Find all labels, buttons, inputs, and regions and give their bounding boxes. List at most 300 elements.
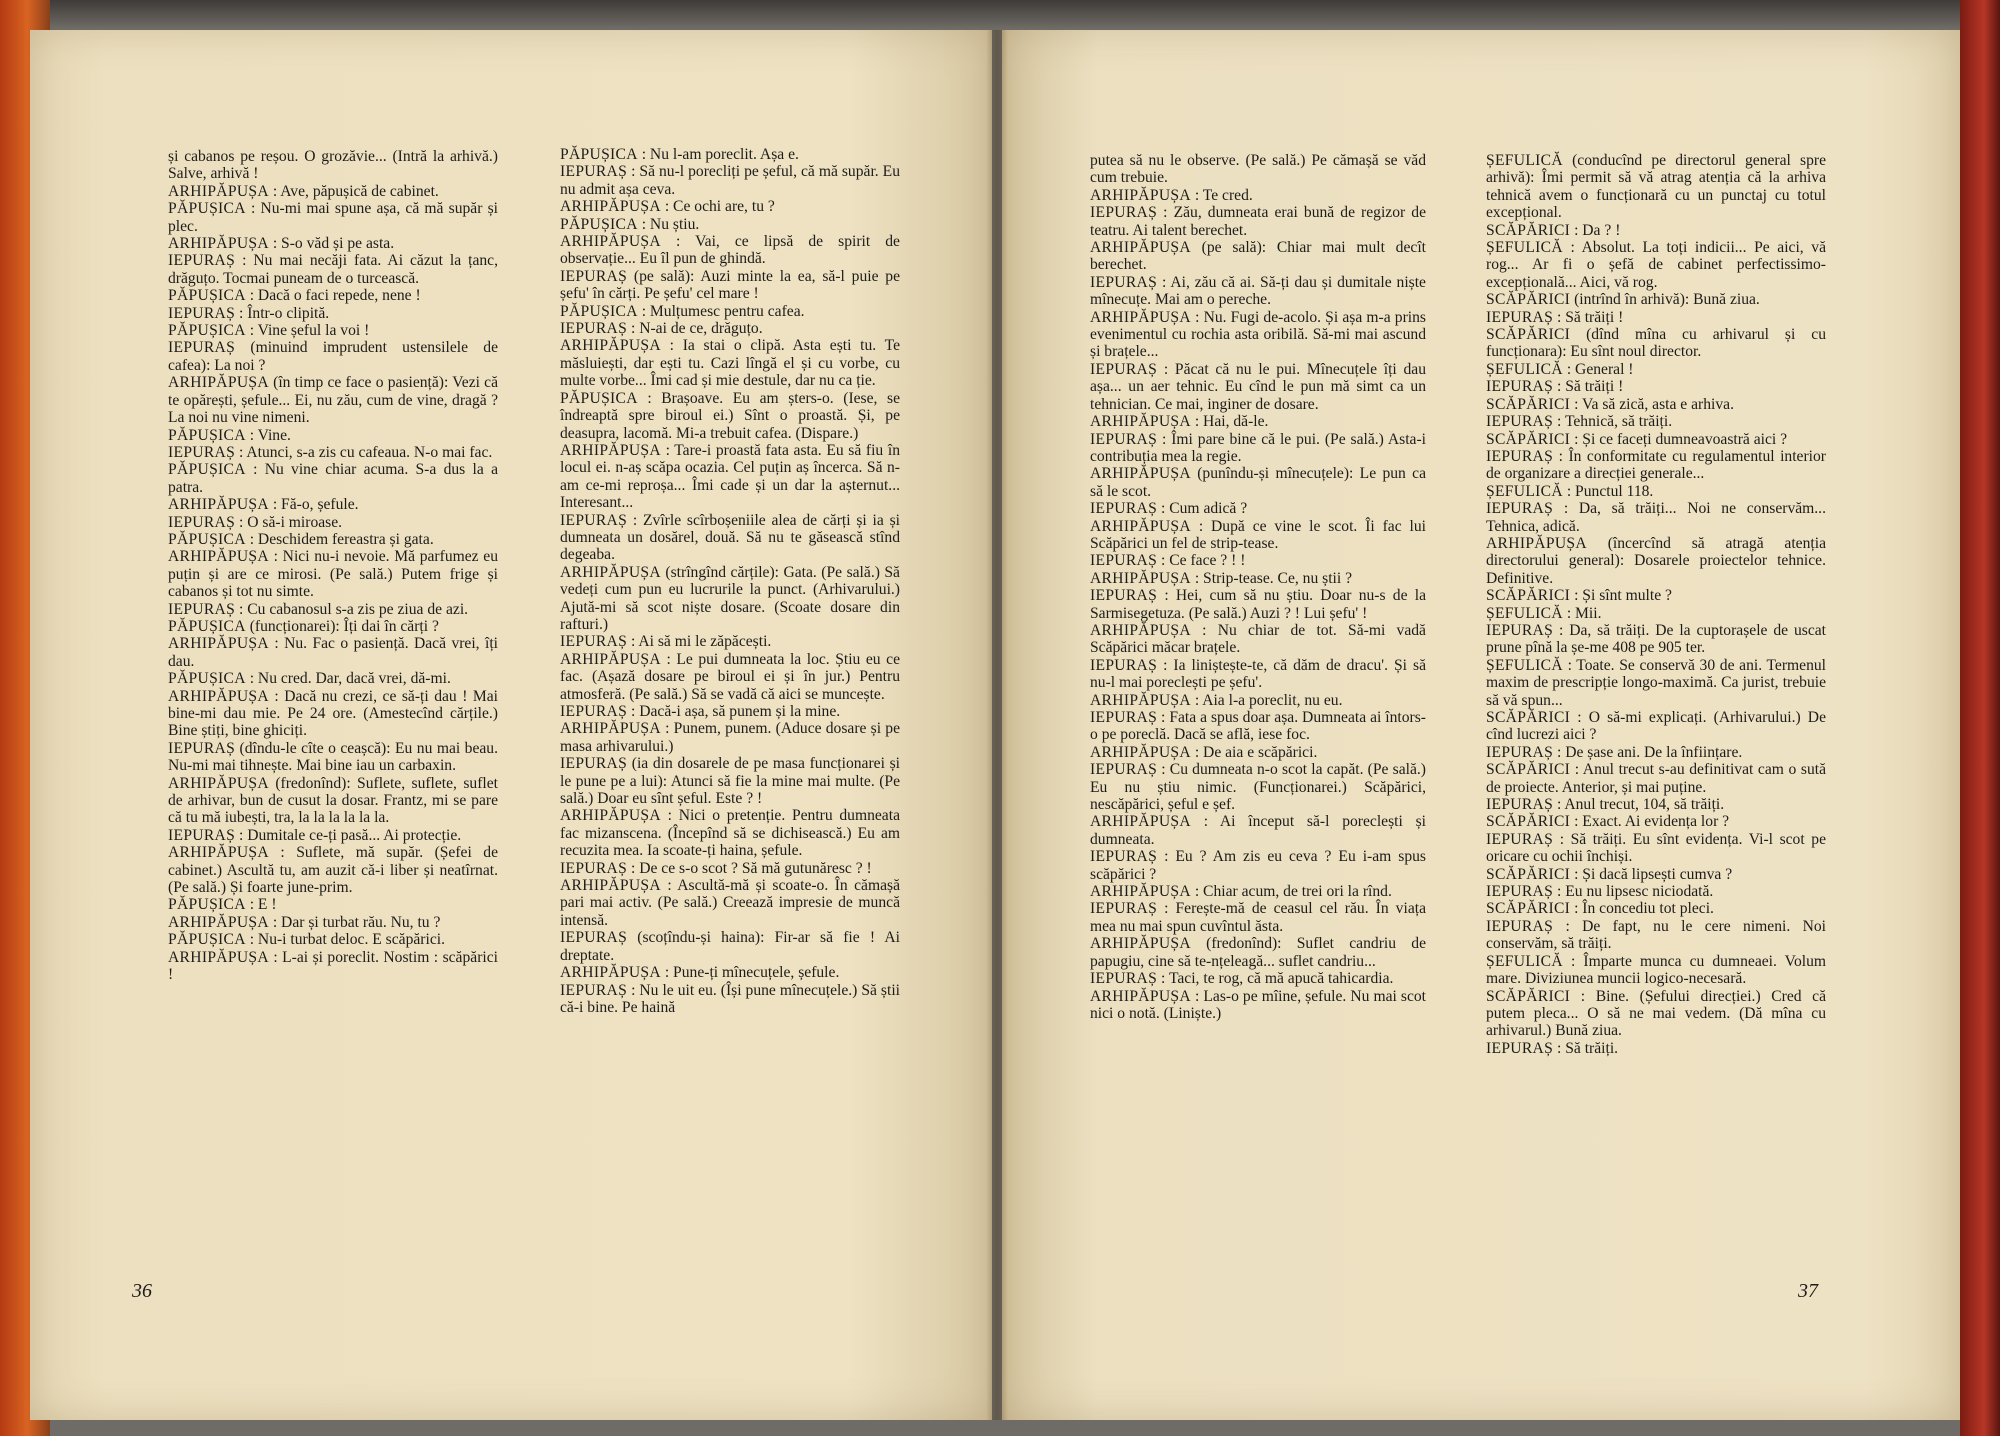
line-text: : Da ? !: [1574, 221, 1621, 239]
line-text: : Brașoave. Eu am șters-o. (Iese, se îndreaptă spre biroul ei.) Sînt o proastă. Și, pe deasupra, lacomă. Mi-a trebuit cafea. (Dispare.): [560, 389, 900, 442]
speaker-name: PĂPUȘICA: [560, 389, 638, 407]
dialogue-line: [1486, 796, 1826, 813]
dialogue-line: [1486, 500, 1826, 535]
dialogue-line: [560, 512, 900, 564]
line-text: : Și sînt multe ?: [1574, 587, 1672, 605]
line-text: : De fapt, nu le cere nimeni. Noi conservăm, să trăiți.: [1486, 917, 1826, 953]
speaker-name: ARHIPĂPUȘA: [168, 774, 269, 792]
dialogue-line: [168, 670, 498, 687]
dialogue-line: [168, 844, 498, 896]
line-text: : Tare-i proastă fata asta. Eu să fiu în locul ei. n-aș scăpa ocazia. Cel puțin aș încerca. Să n-am ce-mi reproșa... Îmi cade și un dar la așternut... Interesant...: [560, 441, 900, 512]
dialogue-line: [560, 390, 900, 442]
dialogue-line: [1486, 744, 1826, 761]
speaker-name: ARHIPĂPUȘA: [560, 198, 661, 216]
left-page-column-2: [560, 146, 900, 1016]
dialogue-line: [560, 807, 900, 859]
dialogue-line: [1486, 222, 1826, 239]
dialogue-line: [1486, 883, 1826, 900]
dialogue-line: [1090, 518, 1426, 553]
line-text: : Ia stai o clipă. Asta ești tu. Te măsluiești, dar ești tu. Cazi lîngă el și cu vorbe, cu multe vorbe... Îmi cad și mie destule, dar nu ca ție.: [560, 337, 900, 390]
dialogue-line: [168, 688, 498, 740]
speaker-name: PĂPUȘICA: [168, 530, 246, 548]
speaker-name: IEPURAȘ: [1486, 413, 1554, 431]
speaker-name: IEPURAȘ: [560, 511, 628, 529]
speaker-name: ȘEFULICĂ: [1486, 482, 1563, 500]
line-text: și cabanos pe reșou. O grozăvie... (Intră la arhivă.) Salve, arhivă !: [168, 148, 498, 183]
dialogue-line: [168, 287, 498, 304]
line-text: (punîndu-și mînecuțele): Le pun ca să le scot.: [1090, 465, 1426, 500]
page-number-left: 36: [132, 1280, 152, 1302]
speaker-name: ȘEFULICĂ: [1486, 604, 1563, 622]
line-text: : Suflete, mă supăr. (Șefei de cabinet.) Ascultă tu, am auzit că-i liber și neatîrnat. (Pe sală.) Și foarte june-prim.: [168, 844, 498, 897]
speaker-name: PĂPUȘICA: [168, 896, 246, 914]
speaker-name: ARHIPĂPUȘA: [1090, 465, 1191, 483]
dialogue-line: [1486, 761, 1826, 796]
dialogue-line: [1090, 935, 1426, 970]
line-text: : Punctul 118.: [1566, 482, 1654, 500]
speaker-name: IEPURAȘ: [560, 981, 628, 999]
speaker-name: ARHIPĂPUȘA: [1090, 569, 1191, 587]
speaker-name: ȘEFULICĂ: [1486, 952, 1563, 970]
dialogue-line: [1486, 326, 1826, 361]
speaker-name: PĂPUȘICA: [168, 931, 246, 949]
dialogue-line: [1090, 692, 1426, 709]
line-text: : Nu vine chiar acuma. S-a dus la a patra.: [168, 461, 498, 496]
dialogue-line: [560, 964, 900, 981]
line-text: : Și dacă lipsești cumva ?: [1574, 865, 1733, 883]
line-text: : Fă-o, șefule.: [272, 496, 359, 514]
line-text: : Da, să trăiți. De la cuptorașele de uscat prune pînă la șe-me 408 pe 905 ter.: [1486, 621, 1826, 657]
line-text: : Le pui dumneata la loc. Știu eu ce fac. (Așază dosare pe biroul ei și în jur.) Pentru atmosferă. (Pe sală.) Să se vadă că aici se muncește.: [560, 650, 900, 703]
line-text: : Aia l-a poreclit, nu eu.: [1194, 691, 1343, 709]
dialogue-line: [560, 303, 900, 320]
speaker-name: PĂPUȘICA: [168, 200, 246, 218]
line-text: : Punem, punem. (Aduce dosare și pe masa arhivarului.): [560, 720, 900, 755]
speaker-name: IEPURAȘ: [560, 703, 628, 720]
line-text: : Nu. Fac o pasiență. Dacă vrei, îți dau.: [168, 635, 498, 670]
dialogue-line: [1090, 204, 1426, 239]
line-text: : Să trăiți. Eu sînt evidența. Vi-l scot pe oricare cu ochii închiși.: [1486, 830, 1826, 866]
line-text: : Ai început să-l poreclești și dumneata.: [1090, 813, 1426, 848]
book-gutter: [986, 30, 1008, 1420]
speaker-name: ARHIPĂPUȘA: [560, 964, 661, 982]
dialogue-line: [1090, 465, 1426, 500]
dialogue-line: [1090, 361, 1426, 413]
speaker-name: IEPURAȘ: [1090, 656, 1158, 674]
dialogue-line: [1486, 988, 1826, 1040]
dialogue-line: [1090, 988, 1426, 1023]
speaker-name: IEPURAȘ: [560, 929, 628, 947]
page-number-right: 37: [1798, 1280, 1818, 1302]
dialogue-line: [168, 339, 498, 374]
line-text: : În conformitate cu regulamentul interior de organizare a direcției generale...: [1486, 447, 1826, 483]
left-page-column-1: [168, 148, 498, 984]
dialogue-line: [1090, 900, 1426, 935]
dialogue-line: [1486, 413, 1826, 430]
line-text: : Împarte munca cu dumneaei. Volum mare. Diviziunea muncii logico-necesară.: [1486, 952, 1826, 988]
speaker-name: ARHIPĂPUȘA: [560, 337, 661, 355]
dialogue-line: [560, 651, 900, 703]
speaker-name: ARHIPĂPUȘA: [1486, 534, 1587, 552]
dialogue-line: [1486, 657, 1826, 709]
line-text: : Nu știu.: [641, 215, 700, 233]
line-text: : Dacă-i așa, să punem și la mine.: [631, 703, 841, 720]
speaker-name: ARHIPĂPUȘA: [1090, 413, 1191, 431]
dialogue-line: [168, 235, 498, 252]
line-text: : Ave, păpușică de cabinet.: [272, 182, 439, 200]
dialogue-line: [168, 548, 498, 600]
line-text: (scoțîndu-și haina): Fir-ar să fie ! Ai dreptate.: [560, 929, 900, 964]
dialogue-line: [560, 320, 900, 337]
dialogue-line: [1486, 1040, 1826, 1057]
dialogue-line: [1486, 953, 1826, 988]
speaker-name: IEPURAȘ: [1090, 709, 1158, 726]
line-text: (conducînd pe directorul general spre arhivă): Îmi permit să vă atrag atenția că la arhiva tehnică avem o funcționară cu un punctaj cu totul excepțional.: [1486, 152, 1826, 222]
speaker-name: ȘEFULICĂ: [1486, 656, 1563, 674]
speaker-name: PĂPUȘICA: [168, 426, 246, 444]
speaker-name: ARHIPĂPUȘA: [168, 948, 269, 966]
line-text: (dîndu-le cîte o ceașcă): Eu nu mai beau. Nu-mi mai tihnește. Mai bine iau un carbaxin.: [168, 739, 498, 775]
line-text: : Vine.: [249, 426, 291, 444]
speaker-name: ARHIPĂPUȘA: [1090, 883, 1191, 901]
dialogue-line: [1090, 431, 1426, 466]
speaker-name: ARHIPĂPUȘA: [1090, 308, 1191, 326]
line-text: : S-o văd și pe asta.: [272, 235, 395, 253]
line-text: putea să nu le observe. (Pe sală.) Pe cămașă se văd cum trebuie.: [1090, 152, 1426, 187]
speaker-name: ȘEFULICĂ: [1486, 239, 1563, 257]
line-text: : Vai, ce lipsă de spirit de observație... Eu îl pun de ghindă.: [560, 233, 900, 268]
dialogue-line: [168, 635, 498, 670]
dialogue-line: [560, 216, 900, 233]
dialogue-line: [1486, 483, 1826, 500]
dialogue-line: [168, 322, 498, 339]
speaker-name: IEPURAȘ: [560, 163, 628, 181]
speaker-name: SCĂPĂRICI: [1486, 813, 1571, 831]
speaker-name: ARHIPĂPUȘA: [560, 720, 661, 738]
speaker-name: IEPURAȘ: [1090, 273, 1158, 291]
speaker-name: ARHIPĂPUȘA: [560, 233, 661, 251]
speaker-name: SCĂPĂRICI: [1486, 221, 1571, 239]
dialogue-line: [168, 200, 498, 235]
dialogue-line: [168, 461, 498, 496]
speaker-name: PĂPUȘICA: [168, 461, 246, 479]
dialogue-line: [1090, 813, 1426, 848]
line-text: : Nu chiar de tot. Să-mi vadă Scăpărici măcar brațele.: [1090, 621, 1426, 657]
line-text: : Nici o pretenție. Pentru dumneata fac mizanscena. (Începînd să se dichisească.) Eu am recuzita mea. Ia scoate-ți haina, șefule.: [560, 807, 900, 860]
book-spine-top: [0, 0, 2000, 28]
speaker-name: ARHIPĂPUȘA: [1090, 239, 1191, 257]
speaker-name: IEPURAȘ: [1486, 883, 1554, 901]
dialogue-line: [560, 268, 900, 303]
dialogue-line: [168, 148, 498, 183]
speaker-name: ARHIPĂPUȘA: [168, 374, 269, 392]
speaker-name: IEPURAȘ: [168, 826, 236, 844]
speaker-name: ARHIPĂPUȘA: [1090, 691, 1191, 709]
line-text: : De aia e scăpărici.: [1194, 743, 1318, 761]
line-text: : Ce face ? ! !: [1161, 552, 1246, 570]
line-text: : Dumitale ce-ți pasă... Ai protecție.: [239, 826, 462, 844]
dialogue-line: [168, 514, 498, 531]
dialogue-line: [1090, 239, 1426, 274]
speaker-name: SCĂPĂRICI: [1486, 587, 1571, 605]
dialogue-line: [168, 305, 498, 322]
speaker-name: IEPURAȘ: [1486, 500, 1554, 518]
speaker-name: ARHIPĂPUȘA: [168, 182, 269, 200]
line-text: : Anul trecut, 104, să trăiți.: [1557, 796, 1725, 814]
dialogue-line: [560, 337, 900, 389]
dialogue-line: [1090, 187, 1426, 204]
dialogue-line: [168, 896, 498, 913]
line-text: : Nici nu-i nevoie. Mă parfumez eu puțin și are ce mirosi. (Pe sală.) Putem frige și cabanos și tot nu simte.: [168, 548, 499, 601]
dialogue-line: [1090, 744, 1426, 761]
line-text: : Ferește-mă de ceasul cel rău. În viața mea nu mai spun cuvîntul ăsta.: [1090, 900, 1426, 935]
dialogue-line: [560, 860, 900, 877]
speaker-name: PĂPUȘICA: [560, 302, 638, 320]
line-text: : N-ai de ce, drăguțo.: [631, 320, 763, 338]
speaker-name: SCĂPĂRICI: [1486, 430, 1571, 448]
dialogue-line: [1486, 831, 1826, 866]
line-text: : Absolut. La toți indicii... Pe aici, vă rog... Ar fi o șefă de cabinet perfectissimo-excepțională... Aici, vă rog.: [1486, 239, 1826, 291]
speaker-name: ARHIPĂPUȘA: [1090, 186, 1191, 204]
speaker-name: IEPURAȘ: [560, 859, 628, 877]
dialogue-line: [560, 198, 900, 215]
speaker-name: IEPURAȘ: [560, 633, 628, 651]
line-text: : Ai, zău că ai. Să-ți dau și dumitale niște mînecuțe. Mai am o pereche.: [1090, 273, 1426, 309]
line-text: : Ai să mi le zăpăcești.: [631, 633, 772, 651]
line-text: : Dacă nu crezi, ce să-ți dau ! Mai bine-mi dau mie. Pe 24 ore. (Amestecînd cărțile.) Bine știți, bine ghiciți.: [168, 687, 499, 740]
line-text: : O să-mi explicați. (Arhivarului.) De cînd lucrezi aici ?: [1486, 709, 1826, 744]
line-text: (ia din dosarele de pe masa funcționarei și le pune pe a lui): Atunci să fie la mine mai multe. (Pe sală.) Doar eu sînt șeful. Este ? !: [560, 755, 900, 808]
line-text: : În concediu tot pleci.: [1574, 900, 1714, 918]
line-text: : Toate. Se conservă 30 de ani. Termenul maxim de prescripție longo-maximă. Ca jurist, trebuie să vă spun...: [1486, 656, 1826, 709]
line-text: : De ce s-o scot ? Să mă gutunăresc ? !: [631, 859, 872, 877]
line-text: (fredonînd): Suflet candriu de papugiu, cine să te-nțeleagă... suflet candriu...: [1090, 935, 1426, 970]
dialogue-line: [168, 740, 498, 775]
speaker-name: SCĂPĂRICI: [1486, 326, 1571, 344]
line-text: : Eu nu lipsesc niciodată.: [1557, 883, 1714, 901]
speaker-name: PĂPUȘICA: [168, 670, 246, 688]
speaker-name: PĂPUȘICA: [560, 215, 638, 233]
dialogue-line: [1090, 413, 1426, 430]
dialogue-line: [560, 442, 900, 512]
dialogue-line: [1486, 239, 1826, 291]
line-text: : Va să zică, asta e arhiva.: [1574, 395, 1734, 413]
dialogue-line: [1090, 570, 1426, 587]
dialogue-line: [168, 427, 498, 444]
dialogue-line: [168, 601, 498, 618]
speaker-name: IEPURAȘ: [1486, 1039, 1554, 1057]
line-text: : Ascultă-mă și scoate-o. În cămașă pari mai activ. (Pe sală.) Creează impresie de muncă intensă.: [560, 877, 900, 929]
speaker-name: ȘEFULICĂ: [1486, 152, 1563, 169]
dialogue-line: [1090, 883, 1426, 900]
dialogue-line: [1486, 605, 1826, 622]
dialogue-line: [1486, 709, 1826, 744]
speaker-name: ARHIPĂPUȘA: [168, 687, 269, 705]
dialogue-line: [1486, 918, 1826, 953]
dialogue-line: [1090, 552, 1426, 569]
line-text: : O să-i miroase.: [239, 513, 343, 531]
line-text: (fredonînd): Suflete, suflete, suflet de arhivar, bun de cusut la dosar. Frantz, mi se pare că tu mă iubești, tra, la la la la la la.: [168, 774, 498, 827]
speaker-name: IEPURAȘ: [560, 755, 628, 773]
line-text: : Deschidem fereastra și gata.: [249, 530, 434, 548]
line-text: : Păcat că nu le pui. Mînecuțele îți dau așa... un aer tehnic. Eu cînd le pun mă simt ca un tehnician. Ce mai, inginer de dosare.: [1090, 360, 1426, 413]
dialogue-line: [560, 633, 900, 650]
line-text: : Într-o clipită.: [239, 304, 330, 322]
line-text: : Îmi pare bine că le pui. (Pe sală.) Asta-i contribuția mea la regie.: [1090, 430, 1427, 465]
speaker-name: SCĂPĂRICI: [1486, 709, 1571, 726]
line-text: : Vine șeful la voi !: [249, 322, 370, 340]
line-text: : Hei, cum să nu știu. Doar nu-s de la Sarmisegetuza. (Pe sală.) Auzi ? ! Lui șefu' !: [1090, 587, 1426, 622]
line-text: : Nu le uit eu. (Își pune mînecuțele.) Să știi că-i bine. Pe haină: [560, 981, 900, 1016]
speaker-name: IEPURAȘ: [168, 739, 236, 757]
line-text: : Atunci, s-a zis cu cafeaua. N-o mai fac.: [239, 443, 493, 461]
dialogue-line: [168, 531, 498, 548]
dialogue-line: [1486, 900, 1826, 917]
dialogue-line: [1090, 622, 1426, 657]
line-text: : Te cred.: [1194, 186, 1253, 204]
speaker-name: ARHIPĂPUȘA: [168, 635, 269, 653]
line-text: : Eu ? Am zis eu ceva ? Eu i-am spus scăpărici ?: [1090, 848, 1426, 883]
dialogue-line: [168, 618, 498, 635]
speaker-name: ARHIPĂPUȘA: [1090, 987, 1191, 1005]
speaker-name: ARHIPĂPUȘA: [560, 441, 661, 459]
speaker-name: PĂPUȘICA: [560, 146, 638, 163]
line-text: : Dar și turbat rău. Nu, tu ?: [272, 913, 441, 931]
dialogue-line: [168, 827, 498, 844]
dialogue-line: [1486, 291, 1826, 308]
dialogue-line: [560, 564, 900, 634]
dialogue-line: [560, 755, 900, 807]
speaker-name: IEPURAȘ: [1486, 796, 1554, 814]
line-text: (minuind imprudent ustensilele de cafea): La noi ?: [168, 339, 498, 374]
line-text: : Ce ochi are, tu ?: [664, 198, 775, 216]
line-text: : Chiar acum, de trei ori la rînd.: [1194, 883, 1392, 901]
line-text: (strîngînd cărțile): Gata. (Pe sală.) Să vedeți cum pun eu lucrurile la punct. (Arhivarului.) Ajută-mi să scot niște dosare. (Scoate dosare din rafturi.): [560, 563, 900, 633]
speaker-name: ARHIPĂPUȘA: [168, 235, 269, 253]
dialogue-line: [1486, 309, 1826, 326]
line-text: : Mii.: [1566, 604, 1602, 622]
dialogue-line: [560, 703, 900, 720]
dialogue-line: [560, 163, 900, 198]
line-text: : Dacă o faci repede, nene !: [249, 287, 421, 305]
dialogue-line: [168, 444, 498, 461]
line-text: : Cum adică ?: [1161, 500, 1248, 518]
dialogue-line: [168, 496, 498, 513]
speaker-name: IEPURAȘ: [168, 304, 236, 322]
line-text: : Cu cabanosul s-a zis pe ziua de azi.: [239, 600, 469, 618]
line-text: : Cu dumneata n-o scot la capăt. (Pe sală.) Eu nu știu nimic. (Funcționarei.) Scăpărici, nescăpărici, șeful e șef.: [1090, 761, 1426, 814]
dialogue-line: [1486, 622, 1826, 657]
speaker-name: ARHIPĂPUȘA: [1090, 621, 1191, 639]
speaker-name: ARHIPĂPUȘA: [1090, 935, 1191, 953]
speaker-name: IEPURAȘ: [1090, 970, 1158, 988]
dialogue-line: [168, 931, 498, 948]
speaker-name: IEPURAȘ: [1486, 447, 1554, 465]
line-text: : Hai, dă-le.: [1194, 413, 1269, 431]
speaker-name: ARHIPĂPUȘA: [168, 913, 269, 931]
line-text: : După ce vine le scot. Îi fac lui Scăpărici un fel de strip-tease.: [1090, 517, 1426, 552]
line-text: : General !: [1566, 360, 1634, 378]
right-page: [1002, 30, 1960, 1420]
line-text: : Și ce faceți dumneavoastră aici ?: [1574, 430, 1788, 448]
line-text: : Să trăiți !: [1557, 378, 1624, 396]
line-text: : Fata a spus doar așa. Dumneata ai întors-o pe poreclă. Dacă se află, iese foc.: [1090, 709, 1426, 744]
line-text: : Bine. (Șefului direcției.) Cred că putem pleca... O să ne mai vedem. (Dă mîna cu arhivarul.) Bună ziua.: [1486, 987, 1826, 1040]
speaker-name: SCĂPĂRICI: [1486, 761, 1571, 779]
line-text: (pe sală): Auzi minte la ea, să-l puie pe șefu' în cărți. Pe șefu' cel mare !: [560, 267, 901, 303]
line-text: : Nu l-am poreclit. Așa e.: [641, 146, 799, 163]
line-text: : Să trăiți !: [1557, 308, 1624, 326]
speaker-name: IEPURAȘ: [1090, 500, 1158, 518]
speaker-name: ARHIPĂPUȘA: [1090, 743, 1191, 761]
speaker-name: ARHIPĂPUȘA: [168, 548, 269, 566]
speaker-name: SCĂPĂRICI: [1486, 395, 1571, 413]
line-text: : De șase ani. De la înființare.: [1557, 743, 1743, 761]
speaker-name: IEPURAȘ: [1486, 743, 1554, 761]
dialogue-line: [560, 982, 900, 1017]
speaker-name: IEPURAȘ: [168, 443, 236, 461]
dialogue-line: [1486, 813, 1826, 830]
speaker-name: ȘEFULICĂ: [1486, 360, 1563, 378]
line-text: : Las-o pe mîine, șefule. Nu mai scot nici o notă. (Liniște.): [1090, 987, 1426, 1022]
line-text: : Pune-ți mînecuțele, șefule.: [664, 964, 840, 982]
speaker-name: IEPURAȘ: [1090, 587, 1158, 605]
speaker-name: IEPURAȘ: [1090, 204, 1158, 222]
speaker-name: IEPURAȘ: [1486, 621, 1554, 639]
dialogue-line: [1486, 535, 1826, 587]
speaker-name: IEPURAȘ: [1090, 430, 1158, 448]
line-text: (funcționarei): Îți dai în cărți ?: [249, 617, 439, 635]
dialogue-line: [1486, 378, 1826, 395]
dialogue-line: [1090, 848, 1426, 883]
speaker-name: IEPURAȘ: [168, 339, 236, 357]
speaker-name: IEPURAȘ: [1486, 917, 1554, 935]
dialogue-line: [168, 252, 498, 287]
dialogue-line: [1486, 152, 1826, 222]
speaker-name: ARHIPĂPUȘA: [1090, 517, 1191, 535]
speaker-name: PĂPUȘICA: [168, 617, 246, 635]
speaker-name: IEPURAȘ: [1486, 378, 1554, 396]
speaker-name: IEPURAȘ: [1090, 848, 1158, 866]
line-text: (încercînd să atragă atenția directorului general): Dosarele proiectelor tehnice. Definitive.: [1486, 534, 1826, 587]
line-text: : Să nu-l porecliți pe șeful, că mă supăr. Eu nu admit așa ceva.: [560, 163, 900, 198]
dialogue-line: [1090, 274, 1426, 309]
dialogue-line: [1090, 587, 1426, 622]
line-text: : Nu mai necăji fata. Ai căzut la țanc, drăguțo. Tocmai puneam de o turcească.: [168, 252, 499, 287]
dialogue-line: [1090, 657, 1426, 692]
speaker-name: IEPURAȘ: [1090, 552, 1158, 570]
dialogue-line: [1090, 761, 1426, 813]
speaker-name: ARHIPĂPUȘA: [560, 877, 661, 895]
speaker-name: IEPURAȘ: [1090, 360, 1158, 378]
right-page-column-2: [1486, 152, 1826, 1057]
dialogue-line: [168, 914, 498, 931]
line-text: (pe sală): Chiar mai mult decît berechet.: [1090, 239, 1426, 274]
dialogue-line: [560, 720, 900, 755]
line-text: : Nu-mi mai spune așa, că mă supăr și plec.: [168, 200, 498, 235]
speaker-name: IEPURAȘ: [560, 320, 628, 338]
speaker-name: SCĂPĂRICI: [1486, 865, 1571, 883]
speaker-name: SCĂPĂRICI: [1486, 291, 1571, 309]
dialogue-line: [1090, 309, 1426, 361]
speaker-name: IEPURAȘ: [1486, 830, 1554, 848]
dialogue-line: [1090, 709, 1426, 744]
speaker-name: ARHIPĂPUȘA: [1090, 813, 1191, 831]
speaker-name: SCĂPĂRICI: [1486, 987, 1571, 1005]
line-text: : Strip-tease. Ce, nu știi ?: [1194, 569, 1353, 587]
dialogue-line: [168, 949, 498, 984]
dialogue-line: [1090, 970, 1426, 987]
